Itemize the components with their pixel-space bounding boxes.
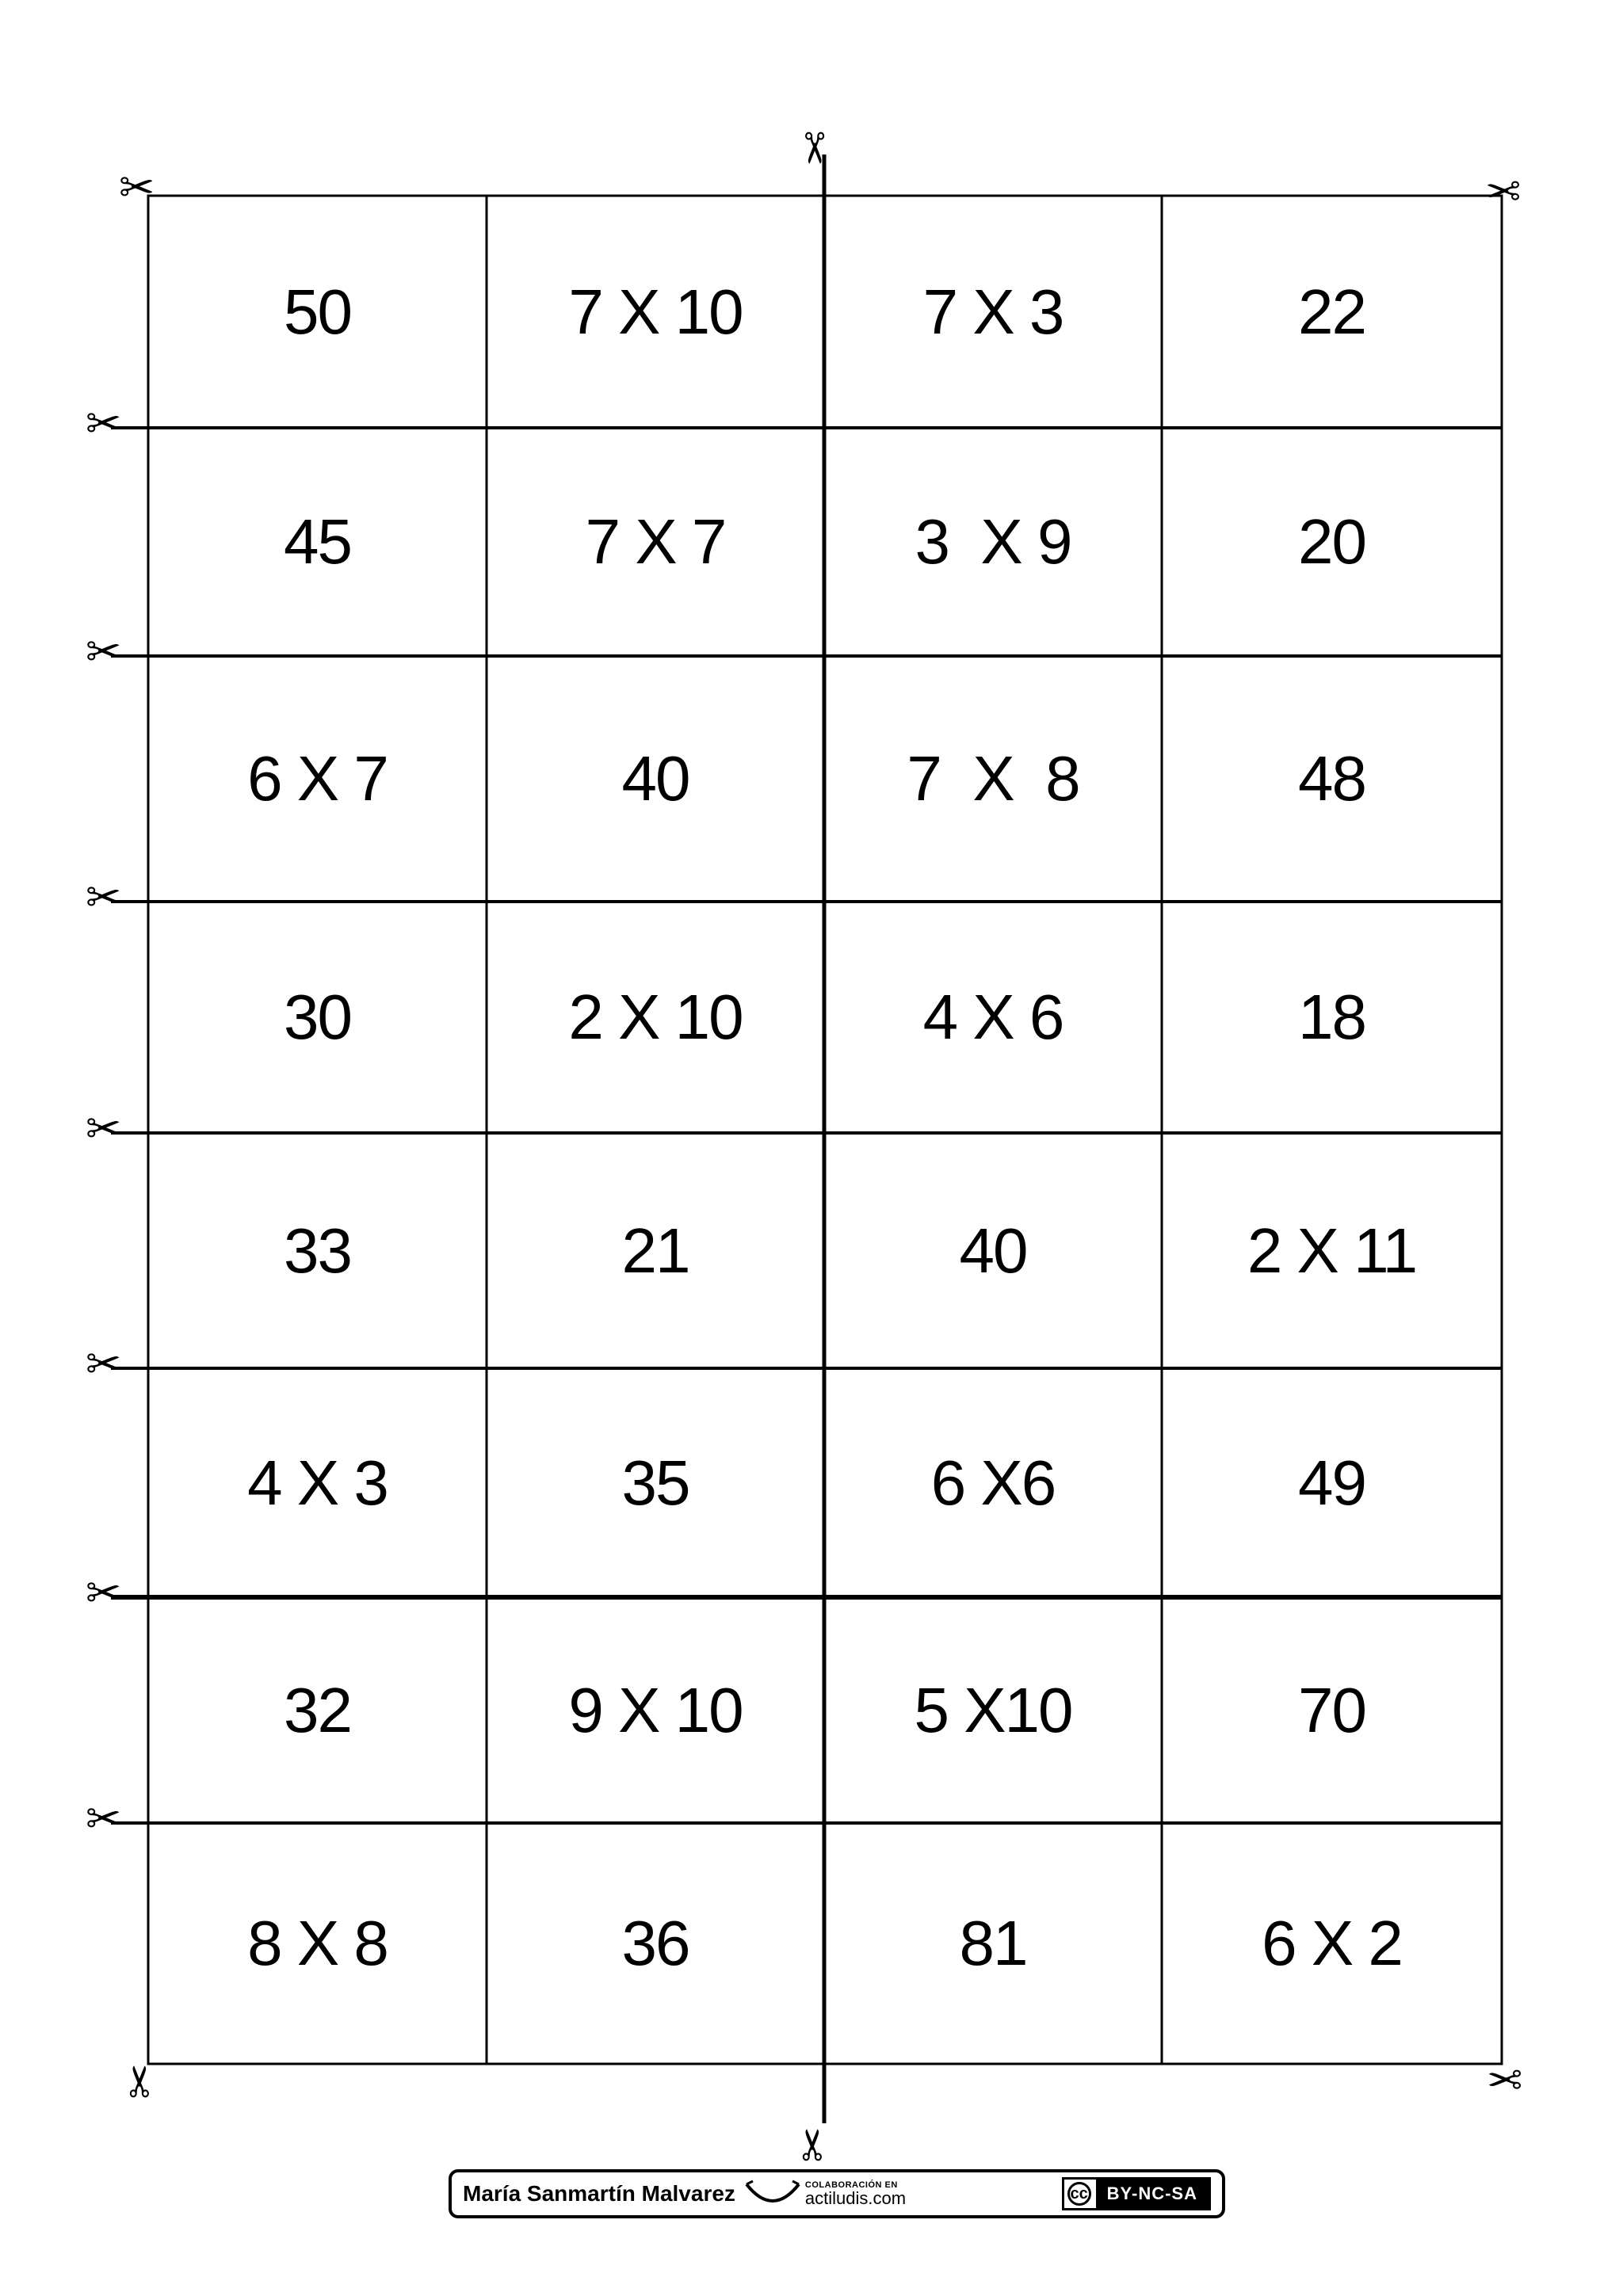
card-cell: 70	[1298, 1674, 1365, 1745]
card-cell: 5 X10	[914, 1674, 1072, 1745]
card-cell: 2 X 10	[568, 982, 743, 1052]
card-cell: 40	[621, 743, 689, 814]
collab-label: COLABORACIÓN EN	[804, 2180, 898, 2190]
card-cell: 3 X 9	[915, 506, 1071, 577]
cc-icon: cc	[1067, 2182, 1091, 2206]
card-cell: 6 X6	[930, 1447, 1056, 1518]
card-cell: 48	[1298, 743, 1365, 814]
card-cell: 20	[1298, 506, 1365, 577]
card-grid	[148, 196, 1502, 2064]
card-cell: 9 X 10	[568, 1674, 743, 1745]
card-cell: 6 X 2	[1262, 1908, 1402, 1978]
card-cell: 7 X 3	[922, 276, 1064, 347]
card-cell: 40	[959, 1215, 1027, 1286]
collab-site-link[interactable]: actiludis.com	[804, 2187, 907, 2208]
author-name: María Sanmartín Malvarez	[463, 2181, 735, 2206]
scissors-icon: ✂	[86, 627, 122, 677]
scissors-icon: ✂	[119, 162, 155, 212]
license-label: BY-NC-SA	[1096, 2180, 1209, 2208]
card-cell: 45	[284, 506, 351, 577]
card-cell: 33	[284, 1215, 351, 1286]
card-cell: 4 X 6	[922, 982, 1064, 1052]
card-cell: 6 X 7	[247, 743, 388, 814]
card-cell: 49	[1298, 1447, 1365, 1518]
card-cell: 18	[1298, 982, 1365, 1052]
scissors-icon: ✂	[788, 2126, 838, 2163]
card-cell: 36	[621, 1908, 689, 1978]
card-cell: 7 X 8	[907, 743, 1079, 814]
scissors-icon: ✂	[115, 2063, 166, 2100]
card-cell: 32	[284, 1674, 351, 1745]
card-cell: 2 X 11	[1247, 1215, 1417, 1286]
scissors-icon: ✂	[86, 1339, 122, 1389]
scissors-icon: ✂	[86, 1104, 122, 1154]
card-cell: 50	[284, 276, 351, 347]
card-cell: 22	[1298, 276, 1365, 347]
card-cell: 7 X 10	[568, 276, 743, 347]
scissors-icon: ✂	[86, 872, 122, 922]
cc-license-badge[interactable]	[1062, 2177, 1211, 2210]
card-cell: 4 X 3	[247, 1447, 388, 1518]
author-credit-badge	[449, 2169, 1225, 2218]
actiludis-logo	[745, 2178, 906, 2210]
scissors-icon: ✂	[86, 1794, 122, 1844]
card-cell: 35	[621, 1447, 689, 1518]
scissors-icon: ✂	[86, 399, 122, 448]
card-cell: 21	[621, 1215, 689, 1286]
card-cell: 81	[959, 1908, 1027, 1978]
card-cell: 7 X 7	[585, 506, 726, 577]
smile-logo-icon	[745, 2178, 800, 2210]
scissors-icon: ✂	[1487, 2054, 1523, 2103]
scissors-icon: ✂	[1485, 165, 1522, 215]
scissors-icon: ✂	[86, 1568, 122, 1618]
card-cell: 8 X 8	[247, 1908, 388, 1978]
card-cell: 30	[284, 982, 351, 1052]
scissors-icon: ✂	[789, 130, 839, 166]
